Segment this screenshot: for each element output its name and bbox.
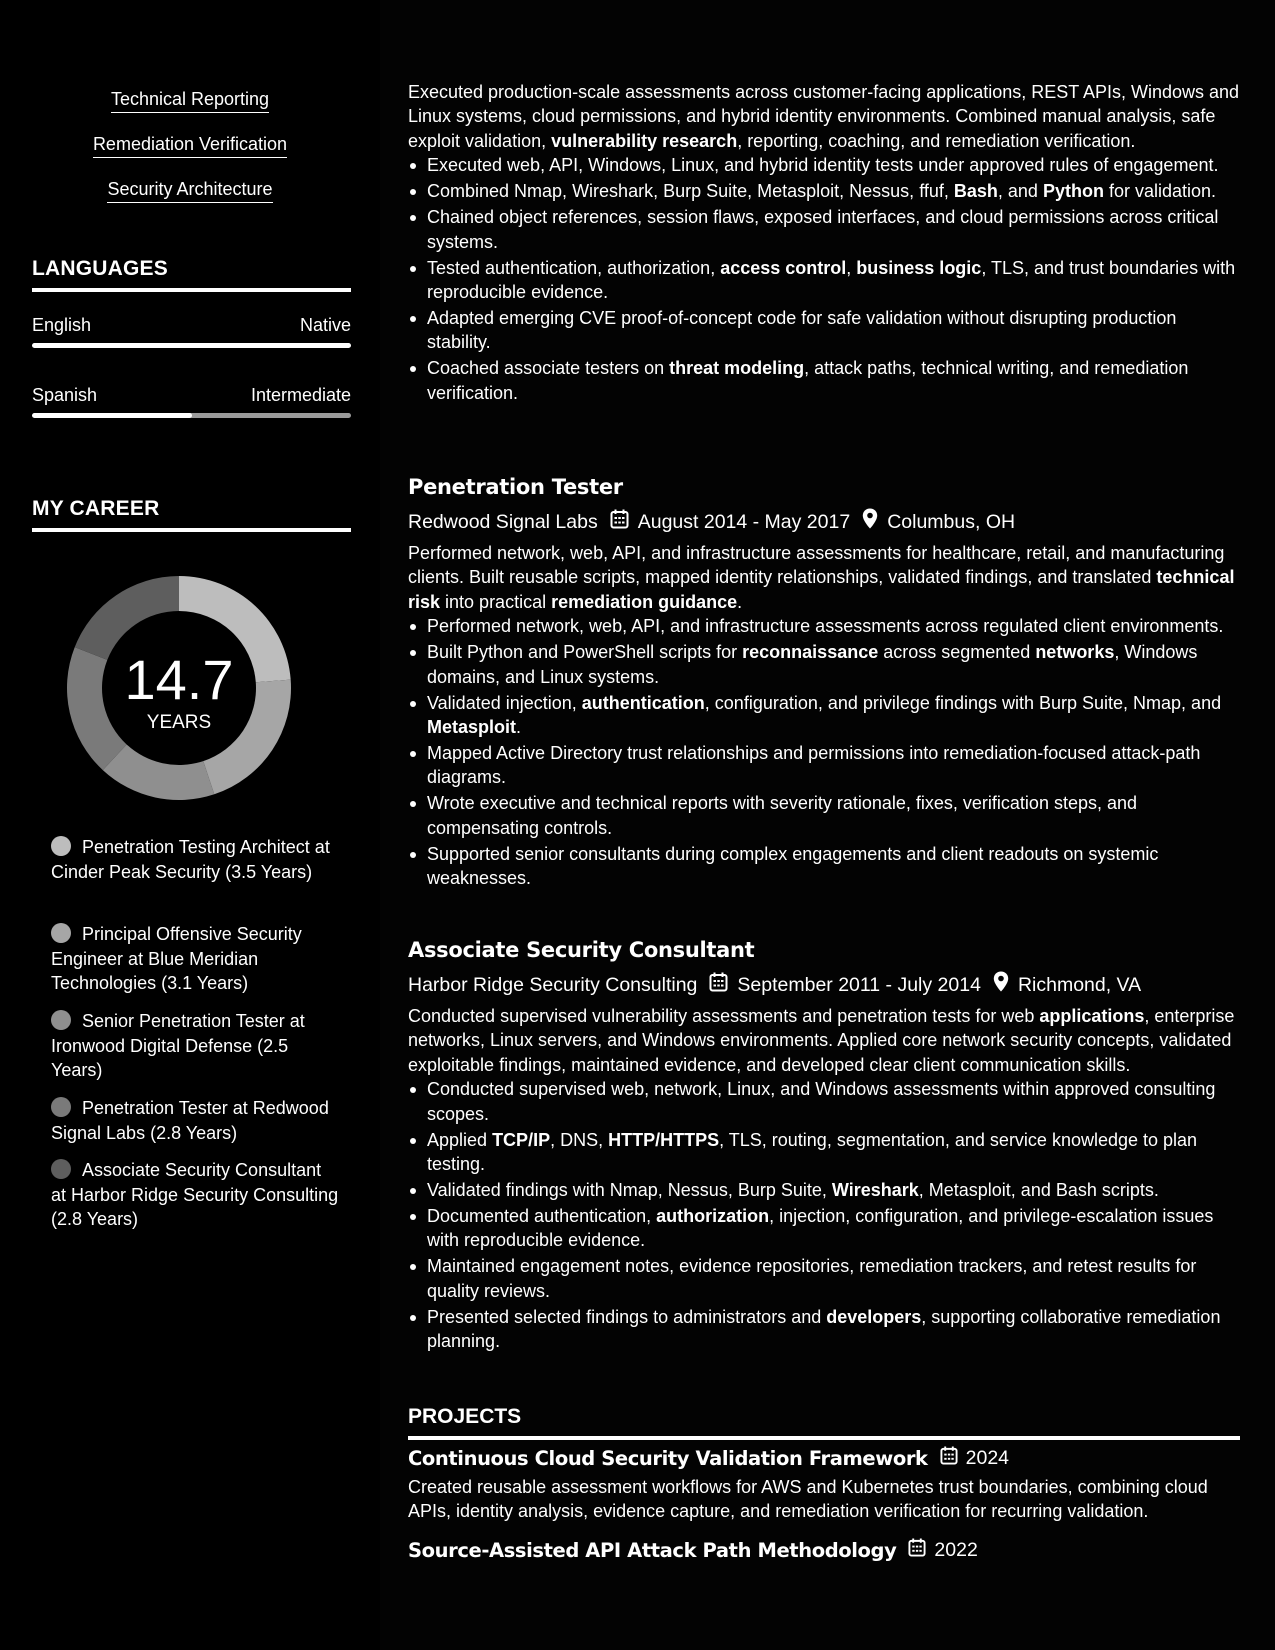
job-location: Columbus, OH [887,510,1016,533]
bullet-item: Supported senior consultants during complex engagements and client readouts on systemic weaknesses. [408,842,1240,891]
location-pin-icon [993,971,1009,998]
bullet-item: Applied TCP/IP, DNS, HTTP/HTTPS, TLS, routing, segmentation, and service knowledge to plan testing. [408,1128,1240,1177]
job-bullets [408,614,1240,890]
job-summary: Executed production-scale assessments across customer-facing applications, REST APIs, Windows and Linux systems, cloud permissions, and hybrid identity environments. Combined manual analysis, safe exploit validation, vulnerability research, reporting, coaching, and remediation verification. [408,82,1240,151]
bullet-item: Mapped Active Directory trust relationships and permissions into remediation-focused attack-path diagrams. [408,741,1240,790]
language-level: Intermediate [250,385,351,405]
project-description: Created reusable assessment workflows for AWS and Kubernetes trust boundaries, combining cloud APIs, identity analysis, evidence capture, and remediation verification for recurring validation. [408,1477,1208,1522]
job-summary: Performed network, web, API, and infrastructure assessments for healthcare, retail, and manufacturing clients. Built reusable scripts, mapped identity relationships, validated findings, and translated technical risk into practical remediation guidance. [408,543,1235,612]
language-bar-fill [32,413,192,418]
bullet-item: Combined Nmap, Wireshark, Burp Suite, Metasploit, Nessus, ffuf, Bash, and Python for validation. [408,179,1240,203]
job-summary: Conducted supervised vulnerability assessments and penetration tests for web applications, enterprise networks, Linux servers, and Windows environments. Applied core network security concepts, validated exploitable findings, maintained evidence, and developed clear client communication skills. [408,1006,1235,1075]
language-level: Native [299,315,351,335]
bullet-item: Documented authentication, authorization, injection, configuration, and privilege-escalation issues with reproducible evidence. [408,1204,1240,1253]
projects-heading: PROJECTS [408,1405,1240,1440]
languages-heading: LANGUAGES [32,257,351,292]
bullet-item: Maintained engagement notes, evidence repositories, remediation trackers, and retest results for quality reviews. [408,1254,1240,1303]
career-donut-segment [103,744,214,800]
career-legend-dot [51,923,71,943]
job-company: Redwood Signal Labs [408,510,598,533]
bullet-item: Coached associate testers on threat modeling, attack paths, technical writing, and remediation verification. [408,356,1240,405]
bullet-item: Validated findings with Nmap, Nessus, Burp Suite, Wireshark, Metasploit, and Bash scripts. [408,1178,1240,1202]
career-legend-dot [51,1097,71,1117]
sidebar [0,0,380,1650]
language-bar-fill [32,343,351,348]
job-meta [408,508,1015,535]
job-body [408,541,1240,892]
bullet-item: Presented selected findings to administrators and developers, supporting collaborative remediation planning. [408,1305,1240,1354]
job-meta [408,971,1141,998]
career-item: Associate Security Consultant at Harbor Ridge Security Consulting (2.8 Years) [51,1160,339,1229]
job-body [408,1004,1240,1355]
bullet-item: Adapted emerging CVE proof-of-concept code for safe validation without disrupting production stability. [408,306,1240,355]
bullet-item: Executed web, API, Windows, Linux, and hybrid identity tests under approved rules of engagement. [408,153,1240,177]
career-legend-dot [51,1010,71,1030]
job-bullets [408,1077,1240,1353]
job-location: Richmond, VA [1017,973,1142,996]
language-bar-english [32,343,351,348]
career-legend-dot [51,836,71,856]
job-title: Associate Security Consultant [408,938,755,962]
calendar-icon [908,1538,926,1562]
project-year: 2022 [934,1538,978,1561]
bullet-item: Performed network, web, API, and infrastructure assessments across regulated client environments. [408,614,1240,638]
language-name: English [32,315,92,335]
bullet-item: Conducted supervised web, network, Linux, and Windows assessments within approved consulting scopes. [408,1077,1240,1126]
skill-technical-reporting: Technical Reporting [0,88,380,113]
skill-remediation-verification: Remediation Verification [0,133,380,158]
project-title: Source-Assisted API Attack Path Methodology [408,1538,897,1562]
job-dates: September 2011 - July 2014 [737,973,981,996]
career-item: Principal Offensive Security Engineer at Blue Meridian Technologies (3.1 Years) [51,924,302,993]
bullet-item: Tested authentication, authorization, access control, business logic, TLS, and trust boundaries with reproducible evidence. [408,256,1240,305]
job-bullets [408,153,1240,405]
career-item: Penetration Testing Architect at Cinder Peak Security (3.5 Years) [51,837,330,882]
bullet-item: Validated injection, authentication, configuration, and privilege findings with Burp Suite, Nmap, and Metasploit. [408,691,1240,740]
bullet-item: Chained object references, session flaws, exposed interfaces, and cloud permissions across critical systems. [408,205,1240,254]
career-unit: YEARS [146,712,212,733]
career-donut-chart [66,575,292,801]
language-name: Spanish [32,385,98,405]
career-donut-segment [67,647,127,770]
career-item: Penetration Tester at Redwood Signal Labs (2.8 Years) [51,1098,329,1143]
calendar-icon [709,972,728,998]
calendar-icon [610,509,629,535]
project-title: Continuous Cloud Security Validation Framework [408,1446,928,1470]
career-total: 14.7 [124,648,234,711]
language-bar-spanish [32,413,351,418]
job-title: Penetration Tester [408,475,623,499]
career-item: Senior Penetration Tester at Ironwood Digital Defense (2.5 Years) [51,1011,305,1080]
career-legend-dot [51,1159,71,1179]
bullet-item: Wrote executive and technical reports with severity rationale, fixes, verification steps, and compensating controls. [408,791,1240,840]
project-title-row [408,1446,1009,1470]
job-company: Harbor Ridge Security Consulting [408,973,698,996]
job-dates: August 2014 - May 2017 [637,510,851,533]
project-title-row [408,1538,978,1562]
career-heading: MY CAREER [32,497,351,532]
location-pin-icon [862,508,878,535]
job-entry-continued [408,80,1240,407]
calendar-icon [940,1446,958,1470]
skill-security-architecture: Security Architecture [0,178,380,203]
project-year: 2024 [965,1446,1010,1469]
bullet-item: Built Python and PowerShell scripts for reconnaissance across segmented networks, Windows domains, and Linux systems. [408,640,1240,689]
